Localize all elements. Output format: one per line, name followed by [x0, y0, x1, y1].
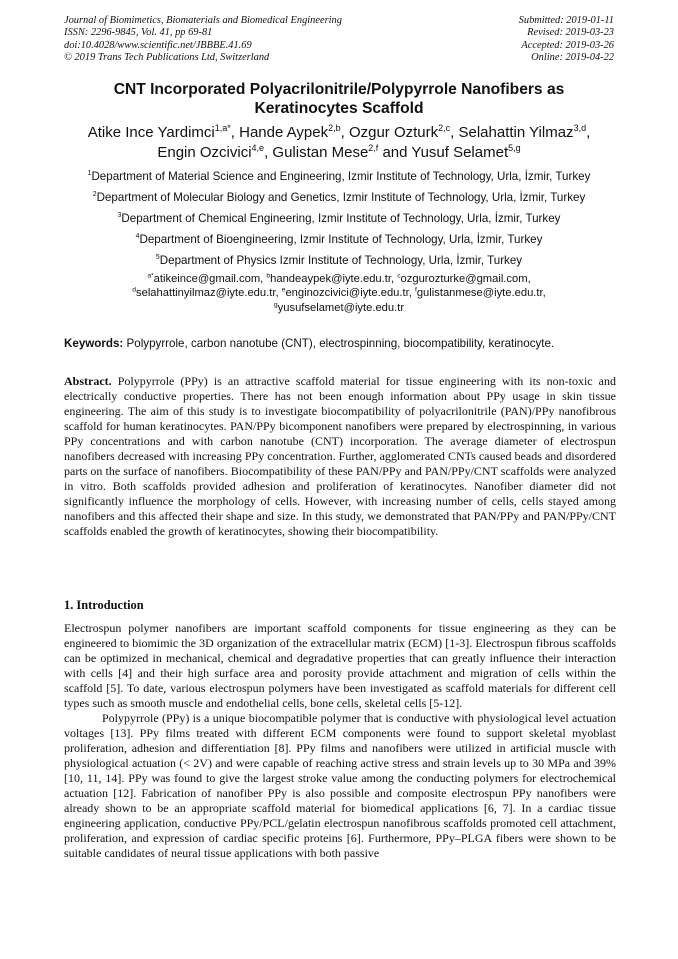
paper-title: CNT Incorporated Polyacrilonitrile/Polypyrrole Nanofibers as Keratinocytes Scaffold	[113, 81, 565, 117]
author-name: Yusuf Selamet	[411, 144, 509, 161]
email-link[interactable]: $^f$gulistanmese@iyte.edu.tr	[414, 286, 543, 300]
author-sup: 2,b	[328, 123, 341, 133]
dates-header	[519, 15, 614, 65]
author-list	[40, 123, 638, 163]
doi-line[interactable]: doi:10.4028/www.scientific.net/JBBBE.41.69	[64, 39, 252, 51]
author-name: Engin Ozcivici	[157, 144, 252, 161]
affiliation: $^5$Department of Physics Izmir Institute of Technology, Urla, İzmir, Turkey	[155, 254, 523, 267]
journal-header	[64, 15, 342, 65]
author: Engin Ozcivici$^{4,e}$,	[157, 143, 273, 161]
email-link[interactable]: $^d$selahattinyilmaz@iyte.edu.tr	[132, 286, 276, 300]
author-sup: 4,e	[251, 143, 265, 153]
author: Ozgur Ozturk$^{2,c}$,	[348, 123, 459, 141]
abstract-label: Abstract.	[64, 374, 112, 388]
accepted-date: Accepted: 2019-03-26	[521, 39, 614, 51]
author-sup: 3,d	[573, 123, 587, 133]
author: Selahattin Yilmaz$^{3,d}$,	[458, 123, 591, 141]
email-link[interactable]: $^{a*}$atikeince@gmail.com	[147, 272, 261, 285]
submitted-date: Submitted: 2019-01-11	[518, 15, 614, 26]
author-sup: 2,f	[368, 143, 379, 153]
affiliation: $^4$Department of Bioengineering, Izmir Institute of Technology, Urla, İzmir, Turkey	[135, 233, 543, 246]
author-sup: 1,a*	[214, 123, 231, 133]
author-name: Selahattin Yilmaz	[458, 124, 574, 141]
keywords-text: Polypyrrole, carbon nanotube (CNT), electrospinning, biocompatibility, keratinocyte.	[126, 337, 555, 350]
author-sup: 5,g	[508, 143, 521, 153]
revised-date: Revised: 2019-03-23	[527, 27, 614, 39]
keywords	[64, 337, 616, 351]
author-name: Hande Aypek	[239, 124, 329, 141]
introduction-body	[64, 621, 616, 861]
paragraph: Polypyrrole (PPy) is a unique biocompatible polymer that is conductive with physiological level actuation voltages [13]. PPy films treated with different ECM components were found to support skeletal myoblast proliferation, adhesion and differentiation [8]. PPy films and nanofibers were utilized in artificial muscle with physiological actuation (< 2V) and were capable of reaching active stress and strain levels up to 30 MPa and 39% [10, 11, 14]. PPy was found to give the largest stroke value among the conducting polymers for electrochemical actuation [12]. Fabrication of nanofiber PPy is also possible and composite electrospun PPy nanofibers were already shown to be an appropriate scaffold material for biomedical applications [6, 7]. In a cardiac tissue engineering application, conductive PPy/PCL/gelatin electrospun nanofibrous scaffolds promoted cell attachment, proliferation, and expression of cardiac specific proteins [6]. Furthermore, PPy–PLGA fibers were shown to be suitable candidates of neural tissue applications with both passive	[64, 711, 616, 860]
copyright-line: © 2019 Trans Tech Publications Ltd, Switzerland	[64, 52, 270, 64]
author-name: Atike Ince Yardimci	[87, 124, 215, 141]
issn-line: ISSN: 2296-9845, Vol. 41, pp 69-81	[64, 27, 213, 39]
journal-name: Journal of Biomimetics, Biomaterials and Biomedical Engineering	[64, 15, 342, 26]
author-name: Ozgur Ozturk	[348, 124, 439, 141]
online-date: Online: 2019-04-22	[531, 52, 614, 64]
affiliation: $^2$Department of Molecular Biology and Genetics, Izmir Institute of Technology, Urla, İzmir, Turkey	[92, 191, 586, 204]
email-link[interactable]: $^c$ozgurozturke@gmail.com	[397, 272, 528, 285]
email-link[interactable]: $^e$enginozcivici@iyte.edu.tr	[281, 286, 409, 300]
author: Gulistan Mese$^{2,f}$ and	[272, 143, 412, 161]
section-heading: 1. Introduction	[64, 598, 144, 612]
affiliation: $^1$Department of Material Science and Engineering, Izmir Institute of Technology, Urla, İzmir, Turkey	[87, 170, 591, 183]
keywords-label: Keywords:	[64, 337, 124, 350]
author-emails: $^{a*}$atikeince@gmail.com, $^b$handeaypek@iyte.edu.tr, $^c$ozgurozturke@gmail.com, $^d$selahattinyilmaz@iyte.edu.tr, $^e$enginozcivici@iyte.edu.tr, $^f$gulistanmese@iyte.edu.tr, $^g$yusufselamet@iyte.edu.tr	[132, 272, 546, 314]
abstract-text: Polypyrrole (PPy) is an attractive scaffold material for tissue engineering with its non-toxic and electrically conductive properties. There has not been enough information about PPy usage in skin tissue engineering. The aim of this study is to investigate biocompatibility of polyacrilonitrile (PAN)/PPy nanofibrous scaffold for human keratinocytes. PAN/PPy bicomponent nanofibers were prepared by electrospinning, in various PPy concentrations and with carbon nanotube (CNT) incorporation. The average diameter of electrospun nanofibers decreased with increasing PPy concentration. Further, agglomerated CNTs caused beads and disordered parts on the surface of nanofibers. Biocompatibility of these PAN/PPy and PAN/PPy/CNT scaffolds were analyzed in vitro. Both scaffolds provided adhesion and proliferation of keratinocytes. Nanofiber diameter did not significantly influence the morphology of cells. However, with increasing number of cells, cells stayed among nanofibers and this affected their shape and size. In this study, we demonstrated that PAN/PPy and PAN/PPy/CNT scaffolds enabled the growth of keratinocytes, showing their biocompatibility.	[64, 374, 617, 538]
email-link[interactable]: $^b$handeaypek@iyte.edu.tr	[266, 272, 391, 285]
author: Hande Aypek$^{2,b}$,	[239, 123, 349, 141]
email-link[interactable]: $^g$yusufselamet@iyte.edu.tr	[273, 301, 405, 314]
author	[411, 144, 520, 161]
paragraph: Electrospun polymer nanofibers are important scaffold components for tissue engineering as they can be engineered to biomimic the 3D organization of the extracellular matrix (ECM) [1-3]. Electrospun fibrous scaffolds can be optimized in mechanical, chemical and degradative properties that can greatly influence their interaction with cells [4] and their high surface area and porosity provide attachment and migration of cells within the scaffold [5]. To date, various electrospun polymers have been investigated as scaffold materials for different cell types such as smooth muscle and endothelial cells, bone cells, skeletal cells [5-12].	[64, 621, 616, 710]
author: Atike Ince Yardimci$^{1,a*}$,	[87, 123, 240, 141]
author-sup: 2,c	[438, 123, 451, 133]
abstract	[64, 374, 616, 539]
affiliation: $^3$Department of Chemical Engineering, Izmir Institute of Technology, Urla, İzmir, Turkey	[117, 212, 561, 225]
author-name: Gulistan Mese	[272, 144, 369, 161]
